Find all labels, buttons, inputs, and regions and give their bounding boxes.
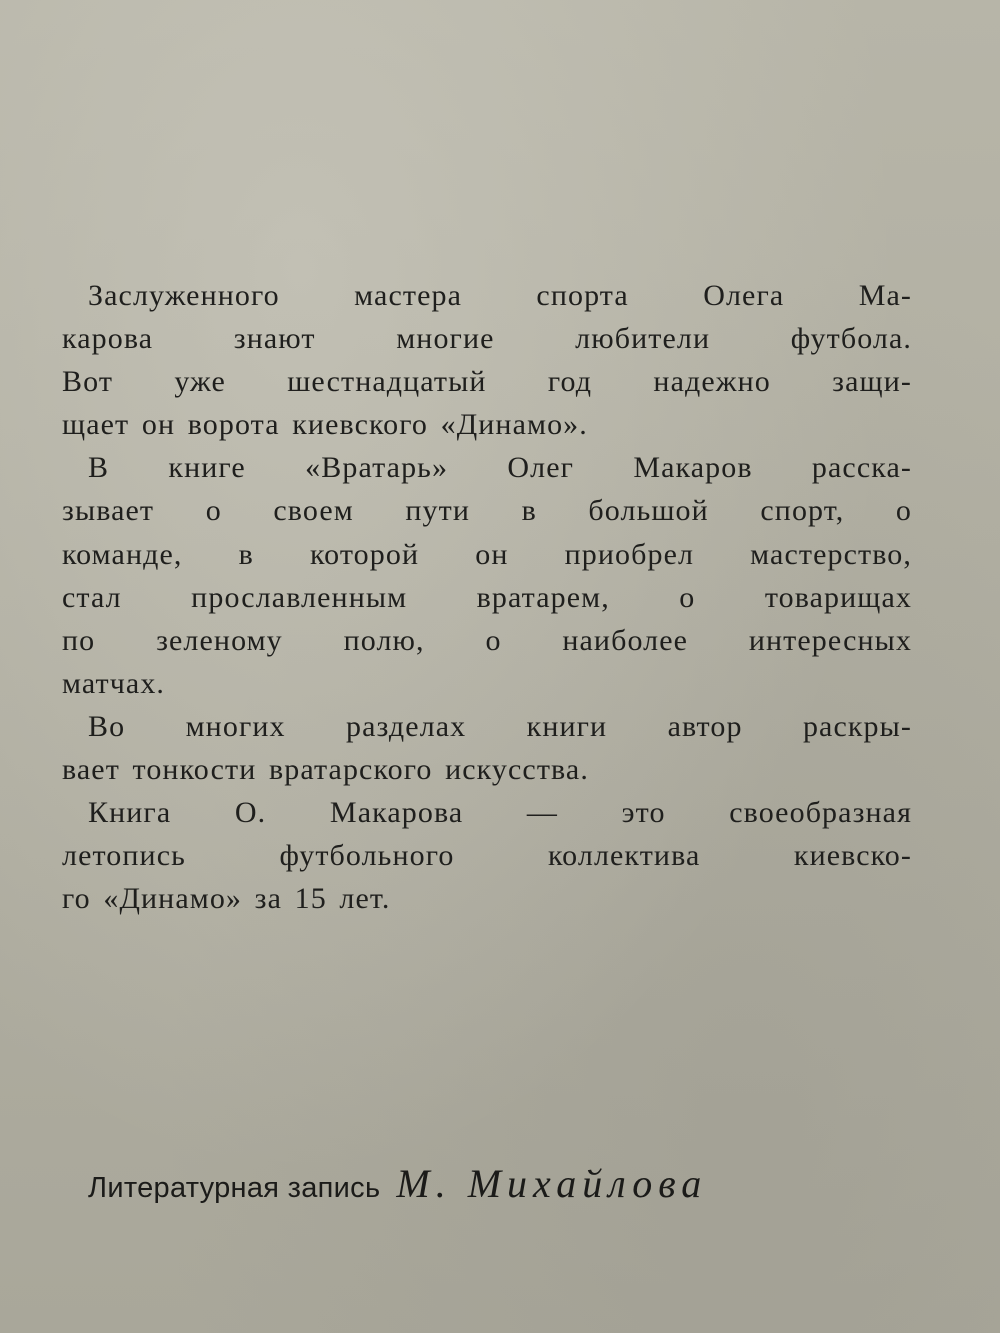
paragraph-2-line-5: по зеленому полю, о наиболее интересных [62,623,912,657]
paragraph-3-line-1: Во многих разделах книги автор раскры- [88,709,912,743]
paragraph-1-line-3: Вот уже шестнадцатый год надежно защи- [62,365,912,399]
paragraph-1-line-4: щает он ворота киевского «Динамо». [62,408,588,442]
credit-label: Литературная запись [88,1172,381,1204]
credit-author-name: М. Михайлова [396,1161,708,1206]
paragraph-2-line-2: зывает о своем пути в большой спорт, о [62,494,912,528]
paragraph-1-line-1: Заслуженного мастера спорта Олега Ма- [88,279,912,312]
annotation-text [62,274,912,920]
paragraph-1-line-2: карова знают многие любители футбола. [62,322,912,356]
paragraph-3-line-2: вает тонкости вратарского искусства. [62,753,589,787]
paragraph-4-line-1: Книга О. Макарова — это своеобразная [88,796,912,830]
literary-credit [88,1160,888,1207]
paragraph-4-line-3: го «Динамо» за 15 лет. [62,882,391,916]
paragraph-2-line-3: команде, в которой он приобрел мастерство, [62,537,912,571]
paragraph-2-line-4: стал прославленным вратарем, о товарищах [62,580,912,614]
paragraph-4-line-2: летопись футбольного коллектива киевско- [62,839,912,873]
paragraph-2-line-6: матчах. [62,666,166,700]
paragraph-2-line-1: В книге «Вратарь» Олег Макаров расска- [88,451,912,485]
